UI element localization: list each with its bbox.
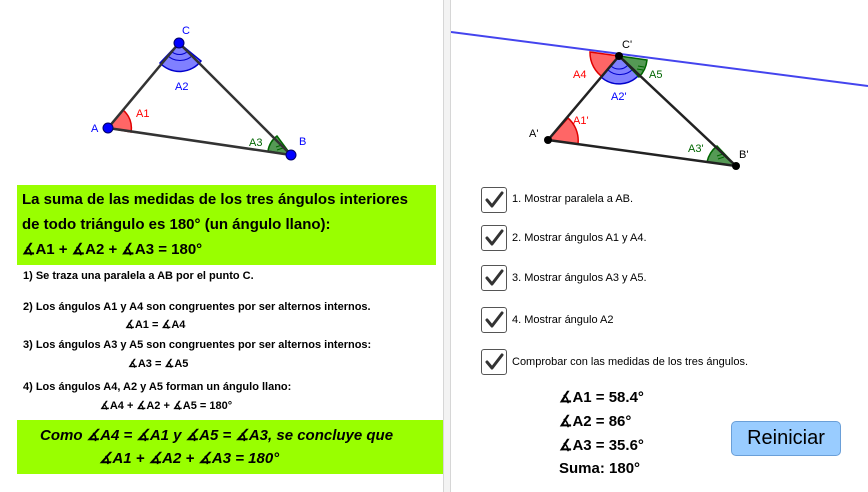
conclusion-line-2: ∡A1 + ∡A2 + ∡A3 = 180° (99, 450, 280, 467)
label-a1-prime: A1' (573, 115, 589, 127)
triangle-figure-prime (451, 0, 868, 180)
point-c[interactable] (174, 38, 184, 48)
label-a2: A2 (175, 81, 189, 93)
checkbox-label-1[interactable]: 1. Mostrar paralela a AB. (512, 193, 634, 205)
checkmark-icon (484, 228, 504, 248)
measure-sum: Suma: 180° (559, 460, 641, 477)
point-a-prime (544, 136, 552, 144)
checkbox-show-parallel[interactable] (481, 187, 507, 213)
step-4: 4) Los ángulos A4, A2 y A5 forman un ángulo llano: (23, 381, 292, 393)
checkbox-label-3[interactable]: 3. Mostrar ángulos A3 y A5. (512, 272, 647, 284)
measure-a1: ∡A1 = 58.4° (559, 389, 644, 406)
label-a4: A4 (573, 69, 587, 81)
step-4-equation: ∡A4 + ∡A2 + ∡A5 = 180° (100, 400, 233, 412)
measure-a2: ∡A2 = 86° (559, 413, 632, 430)
label-b-prime: B' (739, 149, 749, 161)
label-c: C (182, 25, 190, 37)
point-c-prime (615, 52, 623, 60)
point-b[interactable] (286, 150, 296, 160)
checkbox-show-angles-a3-a5[interactable] (481, 265, 507, 291)
right-panel (451, 0, 868, 492)
checkmark-icon (484, 268, 504, 288)
checkbox-label-2[interactable]: 2. Mostrar ángulos A1 y A4. (512, 232, 647, 244)
reset-button[interactable]: Reiniciar (731, 421, 841, 456)
step-3: 3) Los ángulos A3 y A5 son congruentes por ser alternos internos: (23, 339, 372, 351)
statement-box (17, 185, 436, 265)
label-b: B (299, 136, 307, 148)
checkmark-icon (484, 310, 504, 330)
label-a-prime: A' (529, 128, 539, 140)
conclusion-box (17, 420, 443, 474)
step-1: 1) Se traza una paralela a AB por el punto C. (23, 270, 254, 282)
statement-line-1: La suma de las medidas de los tres ángulos interiores (22, 191, 408, 208)
panel-divider[interactable] (443, 0, 451, 492)
point-b-prime (732, 162, 740, 170)
label-a1: A1 (136, 108, 150, 120)
label-a3: A3 (249, 137, 263, 149)
label-a3-prime: A3' (688, 143, 704, 155)
label-c-prime: C' (622, 39, 633, 51)
step-3-equation: ∡A3 = ∡A5 (128, 358, 189, 370)
label-a2-prime: A2' (611, 91, 627, 103)
checkbox-label-4[interactable]: 4. Mostrar ángulo A2 (512, 314, 614, 326)
point-a[interactable] (103, 123, 113, 133)
statement-line-2: de todo triángulo es 180° (un ángulo llano): (22, 216, 331, 233)
conclusion-line-1: Como ∡A4 = ∡A1 y ∡A5 = ∡A3, se concluye que (40, 427, 394, 444)
checkmark-icon (484, 352, 504, 372)
label-a5: A5 (649, 69, 663, 81)
label-a: A (91, 123, 99, 135)
checkbox-show-angle-a2[interactable] (481, 307, 507, 333)
checkmark-icon (484, 190, 504, 210)
measure-a3: ∡A3 = 35.6° (559, 437, 644, 454)
statement-line-3: ∡A1 + ∡A2 + ∡A3 = 180° (22, 241, 203, 258)
step-2: 2) Los ángulos A1 y A4 son congruentes por ser alternos internos. (23, 301, 371, 313)
checkbox-show-angles-a1-a4[interactable] (481, 225, 507, 251)
step-2-equation: ∡A1 = ∡A4 (125, 319, 186, 331)
triangle-figure (0, 0, 443, 180)
checkbox-label-5[interactable]: Comprobar con las medidas de los tres ángulos. (512, 356, 749, 368)
checkbox-check-measures[interactable] (481, 349, 507, 375)
